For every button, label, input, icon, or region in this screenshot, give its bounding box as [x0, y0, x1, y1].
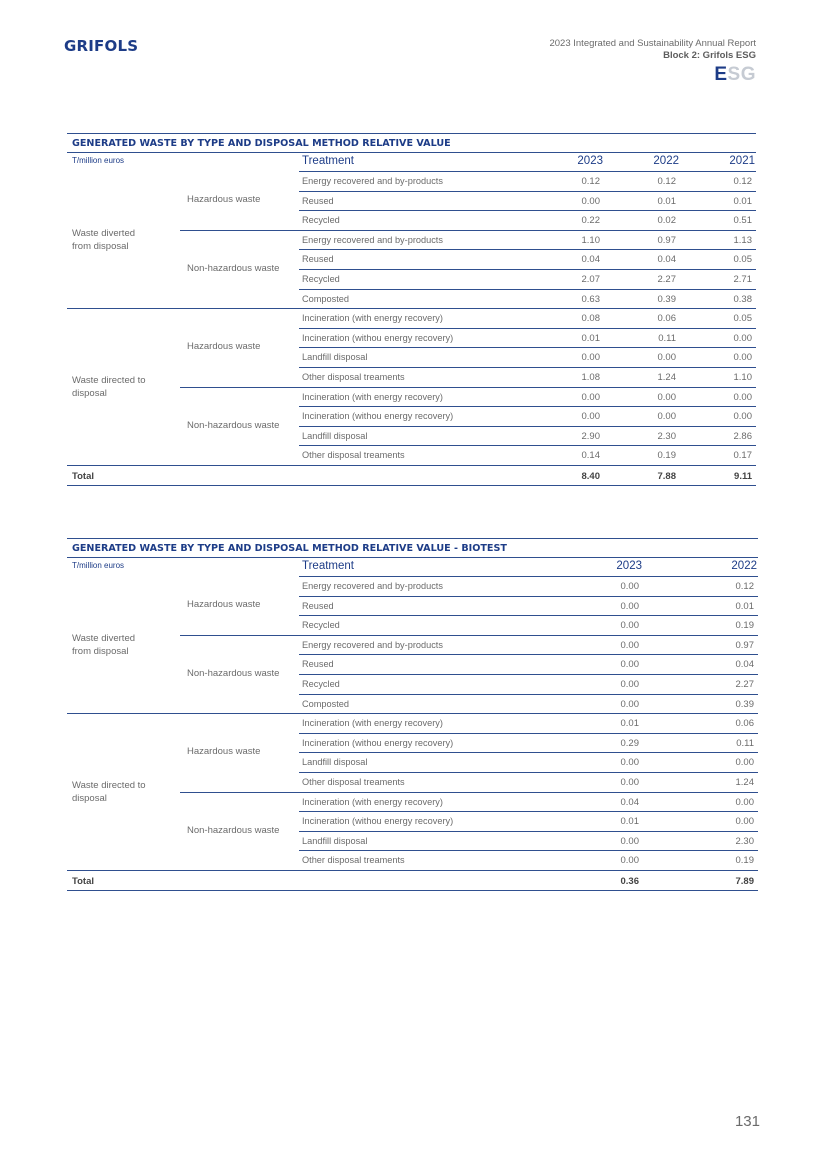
treatment-cell: Incineration (with energy recovery) — [302, 313, 443, 324]
value-cell: 0.19 — [657, 450, 676, 462]
table-row — [67, 290, 756, 310]
table-header-row — [67, 153, 756, 172]
table-row — [67, 388, 756, 408]
esg-sg-letters: SG — [727, 64, 756, 85]
total-label: Total — [72, 875, 94, 887]
value-cell: 0.00 — [657, 352, 676, 364]
treatment-cell: Incineration (withou energy recovery) — [302, 332, 454, 343]
value-cell: 0.01 — [620, 816, 639, 828]
treatment-cell: Landfill disposal — [302, 757, 368, 768]
value-cell: 0.00 — [620, 678, 639, 690]
value-cell: 1.13 — [733, 234, 752, 246]
table-title: GENERATED WASTE BY TYPE AND DISPOSAL METHOD RELATIVE VALUE - BIOTEST — [67, 538, 758, 558]
table-row — [67, 832, 758, 852]
table-row — [67, 250, 756, 270]
block-title: Block 2: Grifols ESG — [663, 50, 756, 61]
section-esg-label — [549, 64, 756, 86]
table-row — [67, 753, 758, 773]
table-row — [67, 655, 758, 675]
value-cell: 0.00 — [735, 816, 754, 828]
row-subgroup — [67, 231, 756, 309]
value-cell: 1.24 — [657, 371, 676, 383]
table-row — [67, 231, 756, 251]
value-cell: 0.00 — [733, 332, 752, 344]
value-cell: 0.00 — [735, 757, 754, 769]
value-cell: 0.08 — [581, 313, 600, 325]
table-row — [67, 616, 758, 636]
value-cell: 2.30 — [657, 430, 676, 442]
treatment-cell: Reused — [302, 659, 334, 670]
table-row — [67, 734, 758, 754]
value-cell: 0.14 — [581, 450, 600, 462]
treatment-cell: Composted — [302, 698, 349, 709]
column-header-year: 2023 — [577, 155, 603, 167]
treatment-cell: Incineration (with energy recovery) — [302, 796, 443, 807]
table-row — [67, 192, 756, 212]
column-header-year: 2022 — [653, 155, 679, 167]
value-cell: 0.05 — [733, 254, 752, 266]
value-cell: 0.00 — [620, 600, 639, 612]
unit-label: T/million euros — [72, 156, 125, 165]
grifols-logo: GRIFOLS — [64, 37, 139, 55]
value-cell: 0.04 — [735, 659, 754, 671]
value-cell: 2.30 — [735, 835, 754, 847]
row-group — [67, 172, 756, 309]
value-cell: 2.86 — [733, 430, 752, 442]
table-row — [67, 597, 758, 617]
value-cell: 0.97 — [657, 234, 676, 246]
value-cell: 0.01 — [620, 718, 639, 730]
total-row — [67, 466, 756, 486]
value-cell: 0.01 — [657, 195, 676, 207]
row-subgroup — [67, 714, 758, 792]
subgroup-label: Non-hazardous waste — [187, 262, 280, 274]
value-cell: 0.00 — [620, 620, 639, 632]
page-header — [549, 38, 756, 86]
treatment-cell: Energy recovered and by-products — [302, 176, 443, 186]
unit-label: T/million euros — [72, 561, 125, 570]
treatment-cell: Incineration (withou energy recovery) — [302, 816, 454, 827]
row-group — [67, 577, 758, 714]
treatment-cell: Other disposal treaments — [302, 776, 405, 787]
value-cell: 0.06 — [657, 313, 676, 325]
waste-table-biotest — [67, 538, 758, 891]
value-cell: 0.00 — [657, 391, 676, 403]
table-row — [67, 773, 758, 793]
value-cell: 1.08 — [581, 371, 600, 383]
value-cell: 0.00 — [620, 855, 639, 867]
treatment-cell: Other disposal treaments — [302, 450, 405, 461]
value-cell: 0.17 — [733, 450, 752, 462]
treatment-cell: Landfill disposal — [302, 430, 368, 441]
value-cell: 0.00 — [581, 391, 600, 403]
treatment-cell: Composted — [302, 293, 349, 304]
value-cell: 0.29 — [620, 737, 639, 749]
value-cell: 0.00 — [735, 796, 754, 808]
table-row — [67, 675, 758, 695]
value-cell: 2.27 — [735, 678, 754, 690]
table-row — [67, 172, 756, 192]
subgroup-label: Non-hazardous waste — [187, 667, 280, 679]
subgroup-label: Hazardous waste — [187, 746, 261, 758]
table-row — [67, 329, 756, 349]
value-cell: 0.12 — [657, 176, 676, 187]
value-cell: 0.19 — [735, 620, 754, 632]
treatment-cell: Energy recovered and by-products — [302, 234, 443, 245]
row-group — [67, 309, 756, 466]
waste-table-grifols — [67, 133, 756, 486]
value-cell: 0.00 — [620, 757, 639, 769]
value-cell: 1.24 — [735, 776, 754, 788]
table-title: GENERATED WASTE BY TYPE AND DISPOSAL METHOD RELATIVE VALUE — [67, 133, 756, 153]
row-subgroup — [67, 793, 758, 871]
table-row — [67, 270, 756, 290]
treatment-cell: Energy recovered and by-products — [302, 639, 443, 650]
table-row — [67, 407, 756, 427]
value-cell: 0.00 — [581, 352, 600, 364]
value-cell: 2.90 — [581, 430, 600, 442]
value-cell: 0.22 — [581, 215, 600, 227]
subgroup-label: Non-hazardous waste — [187, 419, 280, 431]
treatment-cell: Reused — [302, 600, 334, 611]
value-cell: 0.00 — [733, 391, 752, 403]
page-number: 131 — [734, 1113, 760, 1130]
value-cell: 0.12 — [733, 176, 752, 187]
total-value: 7.88 — [657, 470, 676, 482]
value-cell: 0.19 — [735, 855, 754, 867]
row-subgroup — [67, 309, 756, 387]
value-cell: 0.00 — [733, 411, 752, 423]
treatment-cell: Incineration (with energy recovery) — [302, 718, 443, 729]
value-cell: 0.01 — [733, 195, 752, 207]
value-cell: 2.71 — [733, 273, 752, 285]
table-row — [67, 636, 758, 656]
total-label: Total — [72, 470, 94, 482]
column-header-treatment: Treatment — [302, 155, 354, 167]
value-cell: 2.27 — [657, 273, 676, 285]
subgroup-label: Hazardous waste — [187, 194, 261, 206]
table-row — [67, 427, 756, 447]
value-cell: 1.10 — [733, 371, 752, 383]
subgroup-label: Hazardous waste — [187, 599, 261, 611]
value-cell: 0.04 — [581, 254, 600, 266]
value-cell: 0.00 — [620, 659, 639, 671]
treatment-cell: Incineration (withou energy recovery) — [302, 737, 454, 748]
table-row — [67, 793, 758, 813]
row-subgroup — [67, 577, 758, 636]
value-cell: 0.01 — [735, 600, 754, 612]
group-label: Waste diverted from disposal — [72, 632, 136, 658]
row-subgroup — [67, 636, 758, 714]
value-cell: 0.00 — [620, 698, 639, 710]
value-cell: 0.11 — [736, 737, 754, 749]
value-cell: 0.04 — [620, 796, 639, 808]
esg-e-letter: E — [714, 64, 728, 85]
column-header-year: 2022 — [731, 560, 757, 572]
group-label: Waste directed to disposal — [72, 779, 146, 805]
total-value: 9.11 — [734, 470, 752, 482]
value-cell: 0.00 — [581, 411, 600, 423]
treatment-cell: Incineration (with energy recovery) — [302, 391, 443, 402]
value-cell: 0.00 — [620, 639, 639, 651]
treatment-cell: Recycled — [302, 620, 340, 631]
value-cell: 0.38 — [733, 293, 752, 305]
total-value: 8.40 — [581, 470, 600, 482]
column-header-treatment: Treatment — [302, 560, 354, 572]
value-cell: 0.04 — [657, 254, 676, 266]
table-row — [67, 695, 758, 715]
value-cell: 0.12 — [735, 581, 754, 592]
table-row — [67, 309, 756, 329]
value-cell: 0.39 — [735, 698, 754, 710]
value-cell: 0.00 — [620, 581, 639, 592]
row-subgroup — [67, 388, 756, 466]
value-cell: 0.11 — [658, 332, 676, 344]
treatment-cell: Recycled — [302, 215, 340, 226]
group-label: Waste directed to disposal — [72, 374, 146, 400]
row-subgroup — [67, 172, 756, 231]
total-value: 7.89 — [735, 875, 754, 887]
subgroup-label: Hazardous waste — [187, 341, 261, 353]
value-cell: 0.00 — [620, 835, 639, 847]
treatment-cell: Incineration (withou energy recovery) — [302, 411, 454, 422]
row-group — [67, 714, 758, 871]
treatment-cell: Energy recovered and by-products — [302, 581, 443, 591]
value-cell: 0.00 — [581, 195, 600, 207]
table-row — [67, 577, 758, 597]
value-cell: 2.07 — [581, 273, 600, 285]
value-cell: 0.63 — [581, 293, 600, 305]
treatment-cell: Reused — [302, 254, 334, 265]
value-cell: 0.51 — [733, 215, 752, 227]
total-row — [67, 871, 758, 891]
total-value: 0.36 — [620, 875, 639, 887]
column-header-year: 2021 — [729, 155, 755, 167]
value-cell: 0.06 — [735, 718, 754, 730]
value-cell: 0.00 — [620, 776, 639, 788]
value-cell: 0.00 — [733, 352, 752, 364]
value-cell: 0.02 — [657, 215, 676, 227]
value-cell: 0.12 — [581, 176, 600, 187]
value-cell: 0.05 — [733, 313, 752, 325]
table-row — [67, 714, 758, 734]
table-row — [67, 368, 756, 388]
value-cell: 0.00 — [657, 411, 676, 423]
value-cell: 0.97 — [735, 639, 754, 651]
table-row — [67, 348, 756, 368]
group-label: Waste diverted from disposal — [72, 227, 136, 253]
value-cell: 0.01 — [581, 332, 600, 344]
treatment-cell: Other disposal treaments — [302, 855, 405, 866]
table-row — [67, 446, 756, 466]
treatment-cell: Recycled — [302, 678, 340, 689]
value-cell: 0.39 — [657, 293, 676, 305]
treatment-cell: Other disposal treaments — [302, 371, 405, 382]
treatment-cell: Reused — [302, 195, 334, 206]
table-header-row — [67, 558, 758, 577]
treatment-cell: Landfill disposal — [302, 835, 368, 846]
table-row — [67, 812, 758, 832]
treatment-cell: Recycled — [302, 273, 340, 284]
table-row — [67, 851, 758, 871]
subgroup-label: Non-hazardous waste — [187, 824, 280, 836]
table-row — [67, 211, 756, 231]
treatment-cell: Landfill disposal — [302, 352, 368, 363]
value-cell: 1.10 — [581, 234, 600, 246]
column-header-year: 2023 — [616, 560, 642, 572]
report-title: 2023 Integrated and Sustainability Annual Report — [549, 38, 756, 49]
